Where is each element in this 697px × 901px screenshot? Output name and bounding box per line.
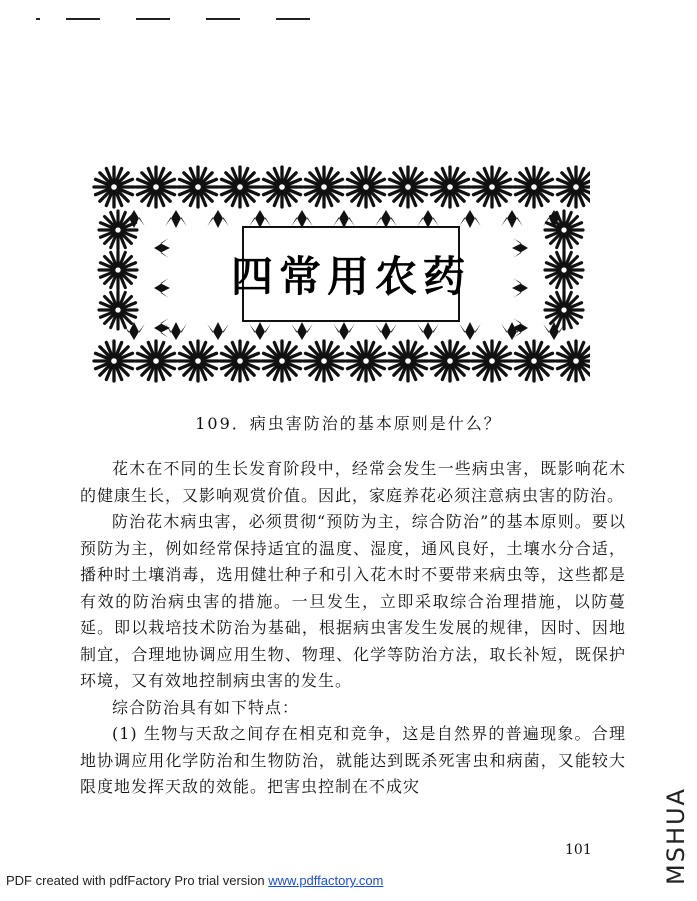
- leaf-ornament: [165, 210, 187, 228]
- leaf-ornament: [375, 322, 397, 340]
- flower-ornament: [472, 167, 512, 207]
- flower-ornament: [94, 341, 134, 381]
- flower-ornament: [388, 341, 428, 381]
- chapter-banner: [92, 160, 590, 390]
- paragraph: (1) 生物与天敌之间存在相克和竞争，这是自然界的普遍现象。合理地协调应用化学防治和生物防治，就能达到既杀死害虫和病菌，又能较大限度地发挥天敌的效能。把害虫控制在不成灾: [80, 724, 626, 796]
- leaf-ornament: [165, 322, 187, 340]
- leaf-ornament: [543, 322, 565, 340]
- footer-link[interactable]: www.pdffactory.com: [268, 873, 384, 888]
- leaf-ornament: [459, 210, 481, 228]
- leaf-ornament: [154, 318, 170, 337]
- chapter-title: 四常用农药: [231, 252, 472, 301]
- flower-ornament: [545, 251, 583, 289]
- leaf-ornament: [459, 322, 481, 340]
- flower-ornament: [136, 167, 176, 207]
- flower-ornament: [304, 341, 344, 381]
- flower-ornament: [556, 167, 590, 207]
- flower-ornament: [346, 341, 386, 381]
- page-number: 101: [565, 842, 592, 858]
- flower-ornament: [178, 341, 218, 381]
- leaf-ornament: [501, 210, 523, 228]
- paragraph: 综合防治具有如下特点：: [112, 697, 300, 717]
- watermark: [658, 786, 694, 886]
- flower-ornament: [220, 167, 260, 207]
- leaf-ornament: [249, 322, 271, 340]
- flower-ornament: [262, 341, 302, 381]
- footer-text: PDF created with pdfFactory Pro trial version: [6, 873, 269, 888]
- leaf-ornament: [154, 278, 170, 297]
- chapter-title-box: [231, 226, 472, 322]
- question-title: 109．病虫害防治的基本原则是什么？: [195, 414, 502, 433]
- leaf-ornament: [333, 322, 355, 340]
- flower-ornament: [545, 291, 583, 329]
- leaf-ornament: [207, 210, 229, 228]
- flower-ornament: [514, 167, 554, 207]
- flower-ornament: [346, 167, 386, 207]
- leaf-ornament: [417, 322, 439, 340]
- paragraph: 花木在不同的生长发育阶段中，经常会发生一些病虫害，既影响花木的健康生长，又影响观赏价值。因此，家庭养花必须注意病虫害的防治。: [80, 459, 626, 505]
- leaf-ornament: [154, 238, 170, 257]
- leaf-ornament: [123, 322, 145, 340]
- leaf-ornament: [207, 322, 229, 340]
- flower-ornament: [514, 341, 554, 381]
- leaf-ornament: [512, 278, 528, 297]
- flower-ornament: [262, 167, 302, 207]
- body-text: [80, 456, 626, 801]
- flower-ornament: [545, 211, 583, 249]
- flower-ornament: [304, 167, 344, 207]
- leaf-ornament: [291, 322, 313, 340]
- flower-ornament: [94, 167, 134, 207]
- flower-ornament: [430, 167, 470, 207]
- flower-ornament: [472, 341, 512, 381]
- flower-ornament: [388, 167, 428, 207]
- paragraph: 防治花木病虫害，必须贯彻“预防为主，综合防治”的基本原则。要以预防为主，例如经常保持适宜的温度、湿度，通风良好，土壤水分合适，播种时土壤消毒，选用健壮种子和引入花木时不要带来病虫等，这些都是有效的防治病虫害的措施。一旦发生，立即采取综合治理措施，以防蔓延。即以栽培技术防治为基础，根据病虫害发生发展的规律，因时、因地制宜，合理地协调应用生物、物理、化学等防治方法，取长补短，既保护环境，又有效地控制病虫害的发生。: [80, 512, 626, 690]
- flower-ornament: [556, 341, 590, 381]
- flower-ornament: [99, 211, 137, 249]
- leaf-ornament: [512, 238, 528, 257]
- flower-ornament: [220, 341, 260, 381]
- flower-ornament: [430, 341, 470, 381]
- flower-ornament: [99, 291, 137, 329]
- watermark-text: MSHUA: [662, 787, 690, 885]
- flower-ornament: [136, 341, 176, 381]
- flower-ornament: [99, 251, 137, 289]
- flower-ornament: [178, 167, 218, 207]
- pdf-footer: [6, 873, 383, 888]
